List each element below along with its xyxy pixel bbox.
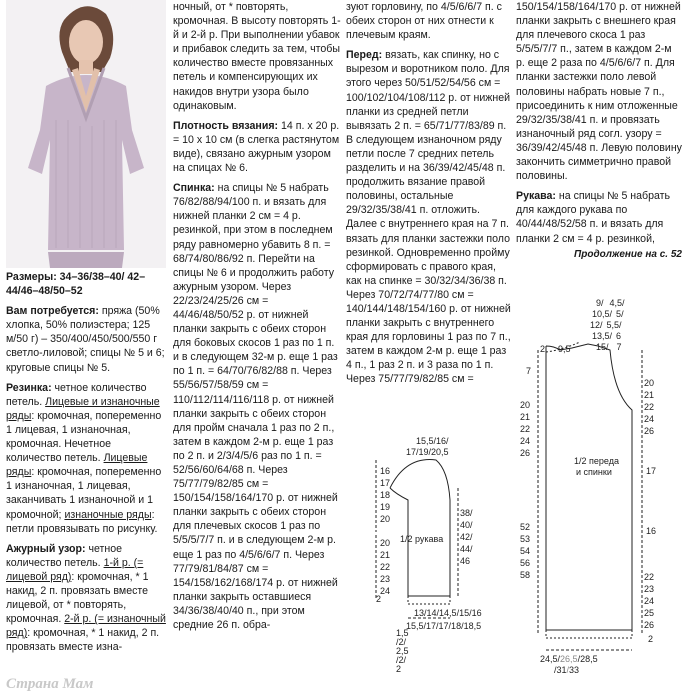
model-photo <box>6 0 166 268</box>
body-left-measure: 26 <box>520 448 531 458</box>
density-title: Плотность вязания: <box>173 119 279 132</box>
sleeve-right-measure: 46 <box>460 556 471 566</box>
body-left-measure: 24 <box>520 436 531 446</box>
materials-title: Вам потребуется: <box>6 305 99 318</box>
sleeve-bottom-measure: 13/14/14,5/15/16 <box>414 608 482 618</box>
body-left-measure: 54 <box>520 546 531 556</box>
body-label: и спинки <box>576 467 612 477</box>
watermark: Страна Мам <box>6 676 94 692</box>
body-right-measure: 25 <box>644 608 655 618</box>
body-left-measure: 58 <box>520 570 531 580</box>
front-text: вязать, как спинку, но с вырезом и воротником поло. Для этого через 50/51/52/54/56 см = 100/102/104/108/112 р. от нижней планки из средней петли вывязать 2 п. = 65/71/77/83/89 п. В следующем изнаночном ряду петли после 7 средних петель разделить и на 36/39/42/45/48 п. продолжить вязание правой половины, остальные 29/32/35/38/41 п. отложить. Далее с внутреннего края на 7 п. вязать для планки застежки поло резинкой. Одновременно пройму сформировать с правого края, как на спинке = 30/32/34/36/38 п. Через 70/72/74/77/80 см = 140/144/148/154/160 р. от нижней планки закрыть с внутреннего края для горловины 1 раз по 7 п., затем в каждом 2-м р. еще 1 раз 4 п., 1 раз 2 п. и 3 раза по 1 п. Через 75/77/79/82/85 см = <box>346 49 511 386</box>
continued-note: Продолжение на с. 52 <box>574 248 682 260</box>
sleeve-left2-measure: 23 <box>380 574 391 584</box>
neck-continuation: зуют горловину, по 4/5/6/6/7 п. с обеих сторон от них отнести к плечевым краям. <box>346 1 502 42</box>
sleeve-left-measure: 20 <box>380 514 391 524</box>
text-column-1 <box>6 270 166 660</box>
body-right-measure: 20 <box>644 378 655 388</box>
sleeve-label: 1/2 рукава <box>400 534 444 544</box>
body-top-measure: 12/ 5,5/ <box>590 320 622 330</box>
sleeve-schema <box>346 430 506 675</box>
sleeve-edge-measure: /2/ <box>396 655 407 665</box>
text-column-4 <box>516 0 682 262</box>
materials-text: пряжа (50% хлопка, 50% полиэстера; 125 м/50 г) – 350/400/450/500/550 г светло-лиловой; спицы № 5 и 6; круговые спицы № 5. <box>6 305 165 374</box>
sleeve-left2-measure: 24 <box>380 586 391 596</box>
body-left-measure: 20 <box>520 400 531 410</box>
body-right-measure: 22 <box>644 572 655 582</box>
sleeve-top-measure: 15,5/16/ <box>416 436 449 446</box>
density-text: 14 п. x 20 р. = 10 x 10 см (в слегка растянутом виде), связано ажурным узором на спицах № 6. <box>173 119 340 175</box>
rib-text: : петли провязывать по рисунку. <box>6 508 158 535</box>
body-top-measure: 9/ 4,5/ <box>596 298 625 308</box>
sleeve-left-measure: 18 <box>380 490 391 500</box>
rib-rows-label: изнаночные ряды <box>64 508 152 521</box>
lace-continuation: ночный, от * повторять, кромочная. В высоту повторять 1-й и 2-й р. При выполнении убавок и прибавок следить за тем, чтобы количество вместе провязанных петель и компенсирующих их накидов внутри узора было одинаковым. <box>173 1 341 112</box>
sizes-text: Размеры: 34–36/38–40/ 42–44/46–48/50–52 <box>6 271 146 298</box>
sleeve-left2-measure: 21 <box>380 550 391 560</box>
sleeve-left-measure: 19 <box>380 502 391 512</box>
lace-row-label: 1-й р. (= лицевой ряд) <box>6 556 144 583</box>
sleeve-right-measure: 40/ <box>460 520 473 530</box>
sleeve-rib-height: 2 <box>376 594 382 604</box>
body-edge-measure: 2 <box>540 344 546 354</box>
body-right-measure: 21 <box>644 390 655 400</box>
back-text: на спицы № 5 набрать 76/82/88/94/100 п. и вязать для нижней планки 2 см = 4 р. резинкой, при этом в последнем ряду равномерно убавить 8 п. = 68/74/80/86/92 п. Перейти на спицы № 6 и продолжить работу ажурным узором. Через 22/23/24/25/26 см = 44/46/48/50/52 р. от нижней планки закрыть с обеих сторон для боковых скосов 1 раз по 1 п. и в следующем 32-м р. еще 1 раз по 1 п. = 64/70/76/82/88 п. Через 55/56/57/58/59 см = 110/112/114/116/118 р. от нижней планки закрыть с обеих сторон для пройм сначала 1 раз по 2 п., затем в каждом 2-м р. еще 1 раз по 2 п. и 2/3/4/5/6 раз по 1 п. = 52/56/60/64/68 п. Через 75/77/79/82/85 см = 150/154/158/164/170 р. от нижней планки закрыть с обеих сторон для плечевых скосов 1 раз по 5/5/5/7/7 п. и в следующем 2-м р. еще 1 раз по 4/5/6/6/7 п. Через 77/79/81/84/87 см = 154/158/162/168/174 р. от нижней планки закрыть оставшиеся 34/36/38/40/40 п., при этом средние 26 п. обра- <box>173 182 338 632</box>
body-bottom-measure: 24,5/26,5/28,5 <box>540 654 598 664</box>
body-right-measure: 26 <box>644 620 655 630</box>
body-left-measure: 7 <box>526 366 532 376</box>
body-right-measure: 24 <box>644 414 655 424</box>
sleeve-left2-measure: 22 <box>380 562 391 572</box>
sleeve-edge-measure: /2/ <box>396 637 407 647</box>
sleeve-right-measure: 44/ <box>460 544 473 554</box>
lace-text: : кромочная, * 1 накид, 2 п. провязать вместе изна- <box>6 627 160 654</box>
body-right-measure: 23 <box>644 584 655 594</box>
sleeve-edge-measure: 1,5 <box>396 628 409 638</box>
body-left-measure: 22 <box>520 424 531 434</box>
body-top-measure: 15/ 7 <box>596 342 622 352</box>
sleeve-right-measure: 38/ <box>460 508 473 518</box>
body-schema <box>512 290 687 675</box>
rib-text: : кромочная, попеременно 1 изнаночная, 1 лицевая, заканчивать 1 изнаночной и 1 кромочной; <box>6 466 162 521</box>
lace-text: четное количество петель. <box>6 542 123 569</box>
body-shoulder-measure: 9,5 <box>558 344 571 354</box>
sleeve-edge-measure: 2 <box>396 664 402 674</box>
sleeve-title: Рукава: <box>516 190 556 203</box>
rib-rows-label: Лицевые ряды <box>6 452 148 479</box>
sleeve-top-measure-2: 17/19/20,5 <box>406 447 449 457</box>
body-left-measure: 52 <box>520 522 531 532</box>
text-column-3 <box>346 0 512 393</box>
body-right-measure: 22 <box>644 402 655 412</box>
sleeve-text: на спицы № 5 набрать для каждого рукава по 40/44/48/52/58 п. и вязать для планки 2 см = 4 р. резинкой, <box>516 190 671 245</box>
rib-title: Резинка: <box>6 381 52 394</box>
body-label: 1/2 переда <box>574 456 619 466</box>
sleeve-right-measure: 42/ <box>460 532 473 542</box>
sleeve-left-measure: 16 <box>380 466 391 476</box>
sleeve-edge-measure: 2,5 <box>396 646 409 656</box>
body-right-measure: 24 <box>644 596 655 606</box>
body-top-measure: 13,5/ 6 <box>592 331 622 341</box>
lace-title: Ажурный узор: <box>6 542 86 555</box>
body-left-measure: 53 <box>520 534 531 544</box>
body-right-measure: 16 <box>646 526 657 536</box>
body-right-measure: 26 <box>644 426 655 436</box>
sleeve-left-measure: 17 <box>380 478 391 488</box>
sleeve-bottom-measure-2: 15,5/17/17/18/18,5 <box>406 621 482 631</box>
sleeve-left2-measure: 20 <box>380 538 391 548</box>
front-continuation: 150/154/158/164/170 р. от нижней планки закрыть с внешнего края для плечевого скоса 1 раз 5/5/5/7/7 п., затем в каждом 2-м р. еще 2 раза по 4/5/6/6/7 п. Для планки застежки поло левой половины набрать новые 7 п., присоединить к ним отложенные 29/32/35/38/41 п. и провязать изнаночный ряд согл. узору = 36/39/42/45/48 п. Левую половину закончить симметрично правой половины. <box>516 1 682 183</box>
rib-rows-label: Лицевые и изнаночные ряды <box>6 395 160 422</box>
back-title: Спинка: <box>173 182 215 195</box>
body-bottom-measure: /31/33 <box>554 665 580 675</box>
body-top-measure: 10,5/ 5/ <box>592 309 624 319</box>
rib-text: четное количество петель. <box>6 381 147 408</box>
lace-text: : кромочная, * 1 накид, 2 п. провязать вместе лицевой, от * повторять, кромочная. <box>6 570 149 626</box>
text-column-2 <box>173 0 341 638</box>
lace-row-label: 2-й р. (= изнаночный ряд) <box>6 613 166 640</box>
body-rib-height: 2 <box>648 634 654 644</box>
body-left-measure: 56 <box>520 558 531 568</box>
body-right-measure: 17 <box>646 466 657 476</box>
front-title: Перед: <box>346 49 383 62</box>
body-left-measure: 21 <box>520 412 531 422</box>
rib-text: : кромочная, попеременно 1 лицевая, 1 изнаночная, кромочная. Нечетное количество петель. <box>6 409 162 465</box>
